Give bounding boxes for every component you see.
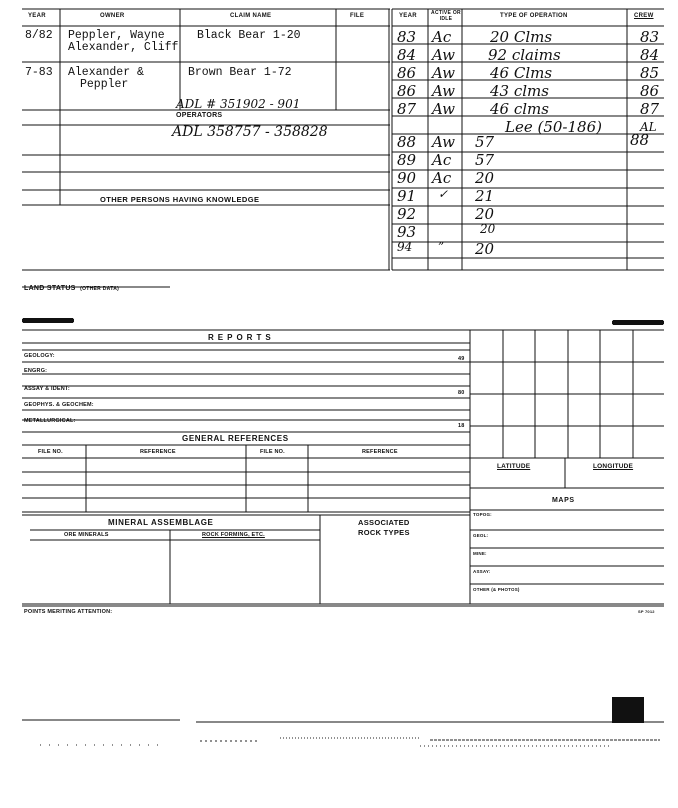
op-row-5-crew: 87: [640, 100, 660, 118]
op-row-7-status: Aw: [432, 133, 455, 151]
report-geology-label: GEOLOGY:: [24, 353, 55, 359]
op-row-12-year: 93: [397, 223, 417, 241]
maps-mine: MINE:: [473, 551, 487, 556]
header-file: FILE: [350, 13, 365, 19]
op-row-9-year: 90: [397, 169, 417, 187]
op-row-8-operation: 57: [475, 151, 495, 169]
maps-topog: TOPOG:: [473, 512, 492, 517]
op-row-7-operation: 57: [475, 133, 495, 151]
header-type-operation: TYPE OF OPERATION: [500, 13, 568, 19]
report-engrg-label: ENGRG:: [24, 368, 48, 374]
op-row-4-year: 86: [397, 82, 417, 100]
maps-geol: GEOL:: [473, 533, 489, 538]
op-row-3-operation: 46 Clms: [490, 64, 553, 82]
op-row-5-year: 87: [397, 100, 417, 118]
op-row-13-operation: 20: [475, 240, 495, 258]
genref-file-no-1: FILE NO.: [38, 449, 63, 455]
op-row-12-operation: 20: [480, 222, 496, 236]
land-status: [24, 277, 119, 295]
op-row-13-status: ”: [438, 240, 445, 254]
ore-minerals-label: ORE MINERALS: [64, 532, 109, 538]
owner-2-year: 7-83: [25, 66, 53, 79]
report-assay-label: ASSAY & IDENT:: [24, 386, 70, 392]
op-row-1-year: 83: [397, 28, 417, 46]
owner-1-line1: Peppler, Wayne: [68, 29, 165, 42]
op-row-1-crew: 83: [640, 28, 660, 46]
op-row-10-year: 91: [397, 187, 417, 205]
op-row-1-operation: 20 Clms: [490, 28, 553, 46]
header-active-idle: ACTIVE OR IDLE: [431, 10, 461, 22]
header-claim-name: CLAIM NAME: [230, 13, 272, 19]
op-row-2-status: Aw: [432, 46, 455, 64]
form-code: SP 7012: [638, 609, 655, 614]
report-assay-num: 80: [458, 390, 465, 396]
operators-label: OPERATORS: [176, 112, 223, 119]
longitude-label: LONGITUDE: [593, 463, 634, 470]
op-row-11-operation: 20: [475, 205, 495, 223]
header-owner: OWNER: [100, 13, 125, 19]
mineral-assemblage-title: MINERAL ASSEMBLAGE: [108, 518, 214, 527]
owner-1-claim: Black Bear 1-20: [197, 29, 301, 42]
op-row-2-year: 84: [397, 46, 417, 64]
op-row-11-year: 92: [397, 205, 417, 223]
report-metallurgical-label: METALLURGICAL:: [24, 418, 76, 424]
owner-2-claim: Brown Bear 1-72: [188, 66, 292, 79]
op-row-13-year: 94: [397, 240, 413, 254]
owner-2-line2: Peppler: [80, 78, 129, 91]
owner-1-line2: Alexander, Cliff: [68, 41, 179, 54]
genref-reference-2: REFERENCE: [362, 449, 398, 455]
op-row-6-operation: Lee (50-186): [505, 118, 602, 136]
owner-2-line1: Alexander &: [68, 66, 144, 79]
maps-assay: ASSAY:: [473, 569, 491, 574]
genref-reference-1: REFERENCE: [140, 449, 176, 455]
op-row-2-operation: 92 claims: [488, 46, 561, 64]
op-row-4-status: Aw: [432, 82, 455, 100]
adl-note-1: ADL # 351902 - 901: [176, 97, 301, 111]
genref-file-no-2: FILE NO.: [260, 449, 285, 455]
op-row-5-status: Aw: [432, 100, 455, 118]
op-row-7-crew: 88: [630, 131, 650, 149]
associated-label: ASSOCIATED: [358, 518, 410, 527]
op-row-3-status: Aw: [432, 64, 455, 82]
rock-forming-label: ROCK FORMING, ETC.: [202, 532, 265, 538]
op-row-2-crew: 84: [640, 46, 660, 64]
op-row-7-year: 88: [397, 133, 417, 151]
op-row-6-crew: AL: [640, 120, 657, 134]
latitude-label: LATITUDE: [497, 463, 531, 470]
op-row-5-operation: 46 clms: [490, 100, 549, 118]
general-references-title: GENERAL REFERENCES: [182, 434, 289, 443]
op-row-1-status: Ac: [432, 28, 452, 46]
reports-title: REPORTS: [208, 333, 275, 342]
other-persons-label: OTHER PERSONS HAVING KNOWLEDGE: [100, 195, 260, 204]
op-row-3-year: 86: [397, 64, 417, 82]
header-year: YEAR: [28, 13, 46, 19]
points-meriting-attention: POINTS MERITING ATTENTION:: [24, 609, 113, 615]
maps-other: OTHER (& PHOTOS): [473, 587, 520, 592]
header-year-right: YEAR: [399, 13, 417, 19]
op-row-10-status: ✓: [438, 187, 449, 201]
op-row-9-status: Ac: [432, 169, 452, 187]
op-row-9-operation: 20: [475, 169, 495, 187]
op-row-10-operation: 21: [475, 187, 495, 205]
report-geology-num: 49: [458, 356, 465, 362]
land-status-sub: (OTHER DATA): [80, 286, 120, 292]
op-row-8-status: Ac: [432, 151, 452, 169]
op-row-3-crew: 85: [640, 64, 660, 82]
owner-1-year: 8/82: [25, 29, 53, 42]
op-row-4-operation: 43 clms: [490, 82, 549, 100]
op-row-8-year: 89: [397, 151, 417, 169]
rock-types-label: ROCK TYPES: [358, 528, 410, 537]
report-metallurgical-num: 18: [458, 423, 465, 429]
land-status-label: LAND STATUS: [24, 285, 76, 292]
report-geophys-label: GEOPHYS. & GEOCHEM:: [24, 402, 94, 408]
op-row-4-crew: 86: [640, 82, 660, 100]
adl-note-2: ADL 358757 - 358828: [172, 124, 328, 140]
header-crew: CREW: [634, 13, 654, 19]
maps-title: MAPS: [552, 497, 575, 504]
